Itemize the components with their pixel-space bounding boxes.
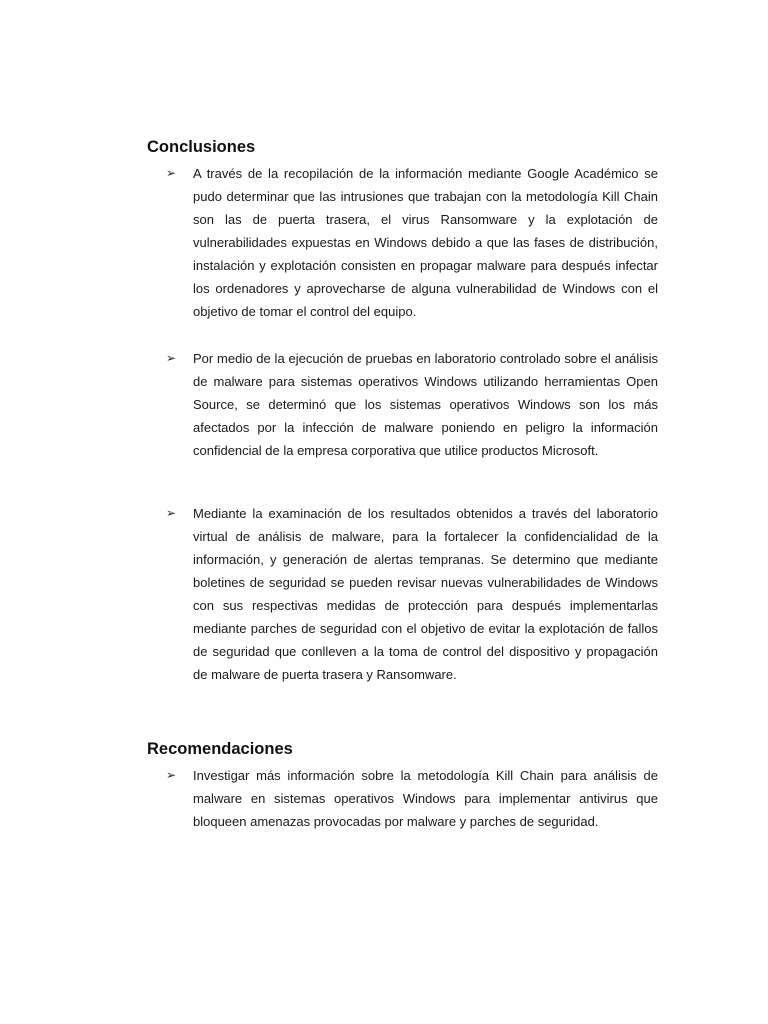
recommendations-heading: Recomendaciones bbox=[147, 740, 293, 758]
arrow-bullet-icon: ➢ bbox=[166, 351, 177, 365]
conclusion-item bbox=[166, 162, 658, 323]
conclusions-heading: Conclusiones bbox=[147, 138, 256, 156]
recommendation-item bbox=[166, 764, 658, 833]
arrow-bullet-icon: ➢ bbox=[166, 506, 177, 520]
arrow-bullet-icon: ➢ bbox=[166, 166, 177, 180]
conclusion-text: Mediante la examinación de los resultados obtenidos a través del laboratorio virtual de análisis de malware, para la fortalecer la confidencialidad de la información, y generación de alertas tempranas. Se determino que mediante boletines de seguridad se pueden revisar nuevas vulnerabilidades de Windows con sus respectivas medidas de protección para después implementarlas mediante parches de seguridad con el objetivo de evitar la explotación de fallos de seguridad que conlleven a la toma de control del dispositivo y propagación de malware de puerta trasera y Ransomware. bbox=[193, 506, 658, 682]
conclusion-item bbox=[166, 347, 658, 462]
conclusion-text: Por medio de la ejecución de pruebas en laboratorio controlado sobre el análisis de malware para sistemas operativos Windows utilizando herramientas Open Source, se determinó que los sistemas operativos Windows son los más afectados por la infección de malware poniendo en peligro la información confidencial de la empresa corporativa que utilice productos Microsoft. bbox=[193, 351, 658, 458]
conclusion-item bbox=[166, 502, 658, 686]
conclusion-text: A través de la recopilación de la información mediante Google Académico se pudo determinar que las intrusiones que trabajan con la metodología Kill Chain son las de puerta trasera, el virus Ransomware y la explotación de vulnerabilidades expuestas en Windows debido a que las fases de distribución, instalación y explotación consisten en propagar malware para después infectar los ordenadores y aprovecharse de alguna vulnerabilidad de Windows con el objetivo de tomar el control del equipo. bbox=[193, 166, 658, 319]
recommendation-text: Investigar más información sobre la metodología Kill Chain para análisis de malware en sistemas operativos Windows para implementar antivirus que bloqueen amenazas provocadas por malware y parches de seguridad. bbox=[193, 768, 658, 829]
arrow-bullet-icon: ➢ bbox=[166, 768, 177, 782]
